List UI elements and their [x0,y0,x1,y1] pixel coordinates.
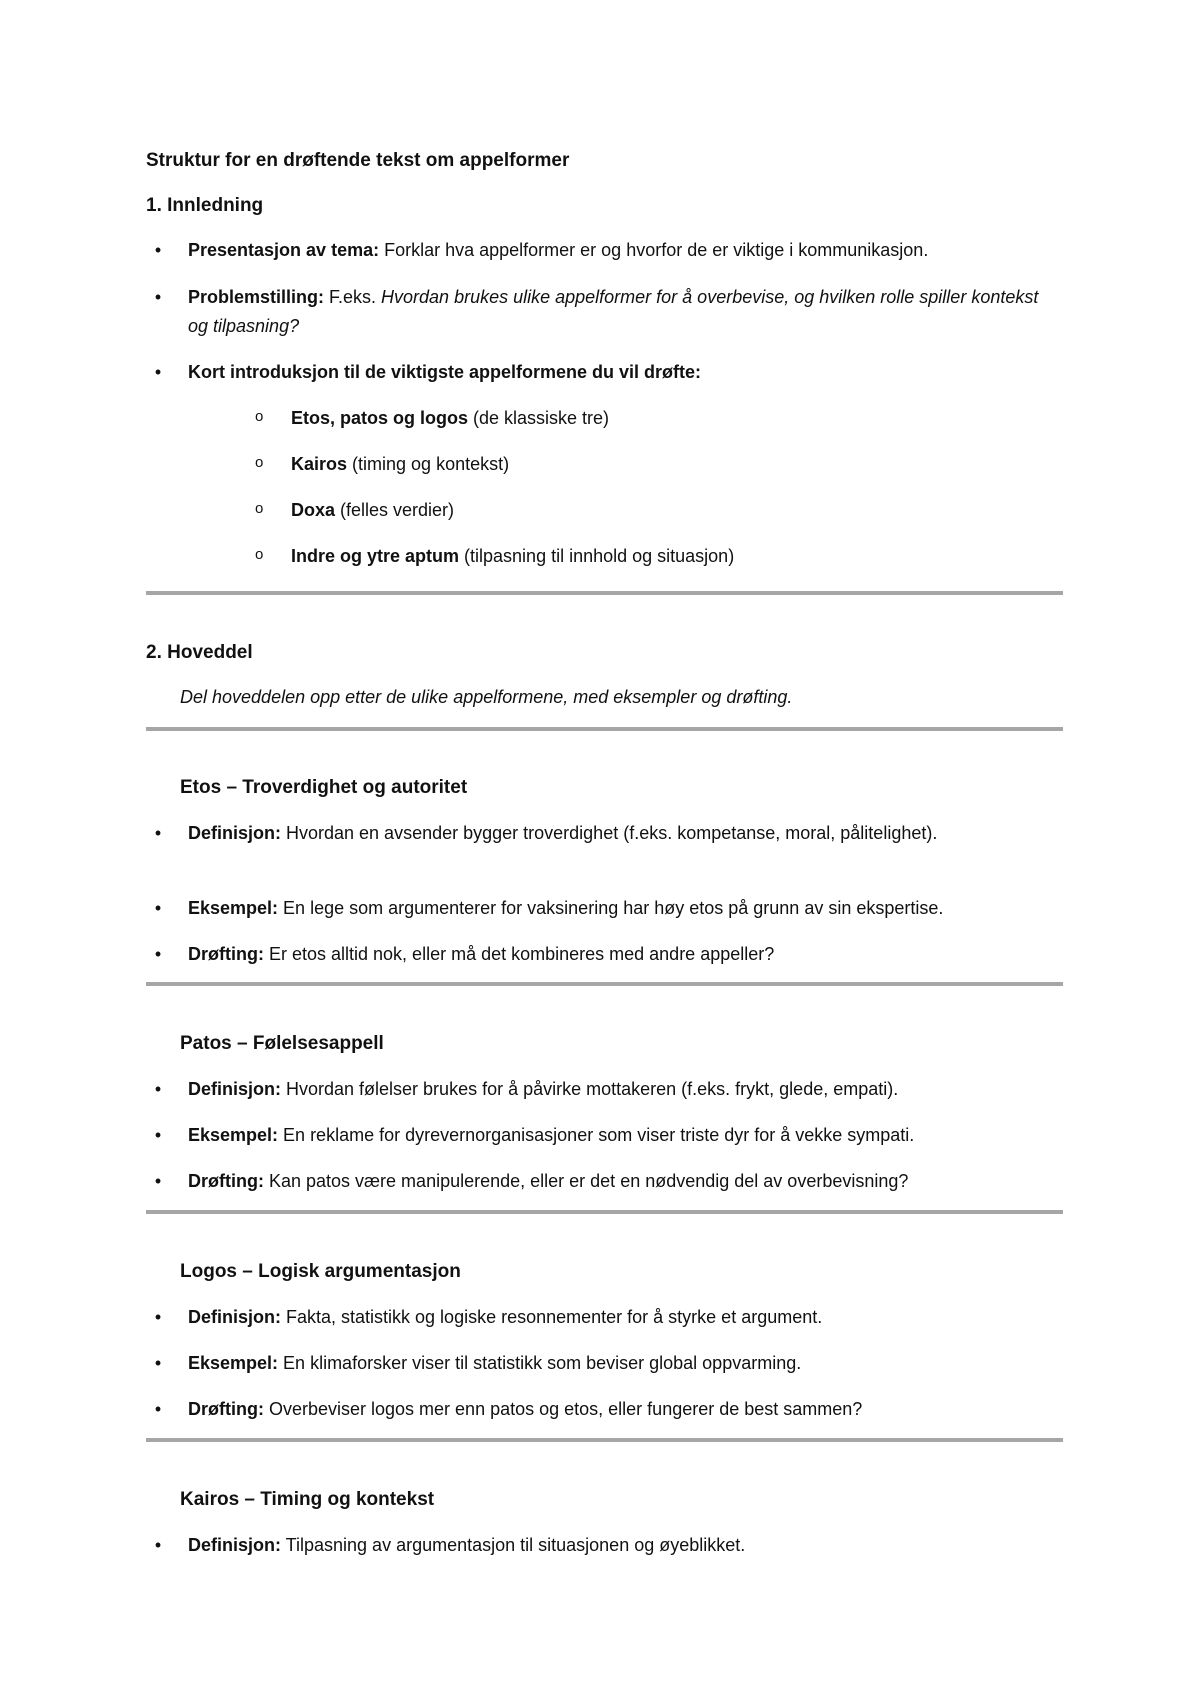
bullet-icon: • [154,287,162,307]
item-label: Kort introduksjon til de viktigste appelformene du vil drøfte: [188,362,702,382]
item-label: Definisjon: [188,1307,281,1327]
list-item [154,359,1058,386]
bullet-icon: • [154,898,162,918]
item-text: (de klassiske tre) [468,408,610,428]
item-label: Problemstilling: [188,287,325,307]
divider [146,591,1063,595]
item-text: Hvordan følelser brukes for å påvirke mottakeren (f.eks. frykt, glede, empati). [281,1079,899,1099]
divider [146,727,1063,731]
item-label: Doxa [291,500,336,520]
list-item [154,1076,1058,1103]
item-text: (felles verdier) [335,500,455,520]
item-label: Presentasjon av tema: [188,240,380,260]
bullet-icon: • [154,1079,162,1099]
item-label: Eksempel: [188,1353,279,1373]
item-label: Definisjon: [188,823,281,843]
item-prefix: F.eks. [324,287,382,307]
list-item [154,1304,1058,1331]
item-text: En reklame for dyrevernorganisasjoner som viser triste dyr for å vekke sympati. [278,1125,915,1145]
bullet-icon: • [154,944,162,964]
item-italic: Hvordan brukes ulike appelformer for å overbevise, og hvilken rolle spiller kontekst og tilpasning? [188,287,1039,336]
item-text: En klimaforsker viser til statistikk som beviser global oppvarming. [278,1353,802,1373]
list-item [154,1532,1058,1559]
main-note [180,684,792,711]
bullet-icon: • [154,823,162,843]
item-label: Definisjon: [188,1079,281,1099]
item-text: Hvordan en avsender bygger troverdighet (f.eks. kompetanse, moral, pålitelighet). [281,823,938,843]
item-label: Eksempel: [188,898,279,918]
divider [146,1210,1063,1214]
item-label: Drøfting: [188,944,264,964]
item-label: Indre og ytre aptum [291,546,460,566]
item-text: Tilpasning av argumentasjon til situasjonen og øyeblikket. [281,1535,746,1555]
item-label: Kairos [291,454,348,474]
item-text: Overbeviser logos mer enn patos og etos, eller fungerer de best sammen? [263,1399,863,1419]
page-title: Struktur for en drøftende tekst om appelformer [146,150,570,171]
item-label: Drøfting: [188,1171,264,1191]
list-item [154,1396,1058,1423]
sub-list-item [255,405,610,432]
list-item [154,941,1058,968]
section-title-logos: Logos – Logisk argumentasjon [180,1261,461,1282]
intro-heading: 1. Innledning [146,195,264,216]
list-item [154,1168,1058,1195]
sub-list-item [255,497,455,524]
note-text: Del hoveddelen opp etter de ulike appelformene, med eksempler og drøfting. [180,687,793,707]
section-title-kairos: Kairos – Timing og kontekst [180,1489,435,1510]
item-text: (tilpasning til innhold og situasjon) [459,546,735,566]
bullet-icon: • [154,1353,162,1373]
item-label: Eksempel: [188,1125,279,1145]
section-title-patos: Patos – Følelsesappell [180,1033,384,1054]
list-item [154,895,1058,922]
circle-bullet-icon: o [255,500,264,517]
bullet-icon: • [154,1125,162,1145]
item-text: En lege som argumenterer for vaksinering har høy etos på grunn av sin ekspertise. [278,898,944,918]
item-text: (timing og kontekst) [347,454,510,474]
list-item [154,283,1058,341]
item-text: Er etos alltid nok, eller må det kombineres med andre appeller? [263,944,775,964]
list-item [154,237,1058,264]
list-item [154,1350,1058,1377]
divider [146,982,1063,986]
sub-list-item [255,451,510,478]
bullet-icon: • [154,240,162,260]
list-item [154,819,1058,848]
circle-bullet-icon: o [255,408,264,425]
bullet-icon: • [154,362,162,382]
sub-list-item [255,543,735,570]
item-text: Forklar hva appelformer er og hvorfor de er viktige i kommunikasjon. [379,240,929,260]
item-label: Drøfting: [188,1399,264,1419]
circle-bullet-icon: o [255,546,264,563]
bullet-icon: • [154,1307,162,1327]
bullet-icon: • [154,1399,162,1419]
item-text: Kan patos være manipulerende, eller er det en nødvendig del av overbevisning? [263,1171,909,1191]
section-title-etos: Etos – Troverdighet og autoritet [180,777,468,798]
item-label: Definisjon: [188,1535,281,1555]
main-heading: 2. Hoveddel [146,642,253,663]
item-text: Fakta, statistikk og logiske resonnementer for å styrke et argument. [281,1307,823,1327]
bullet-icon: • [154,1171,162,1191]
item-label: Etos, patos og logos [291,408,469,428]
circle-bullet-icon: o [255,454,264,471]
bullet-icon: • [154,1535,162,1555]
list-item [154,1122,1058,1149]
divider [146,1438,1063,1442]
